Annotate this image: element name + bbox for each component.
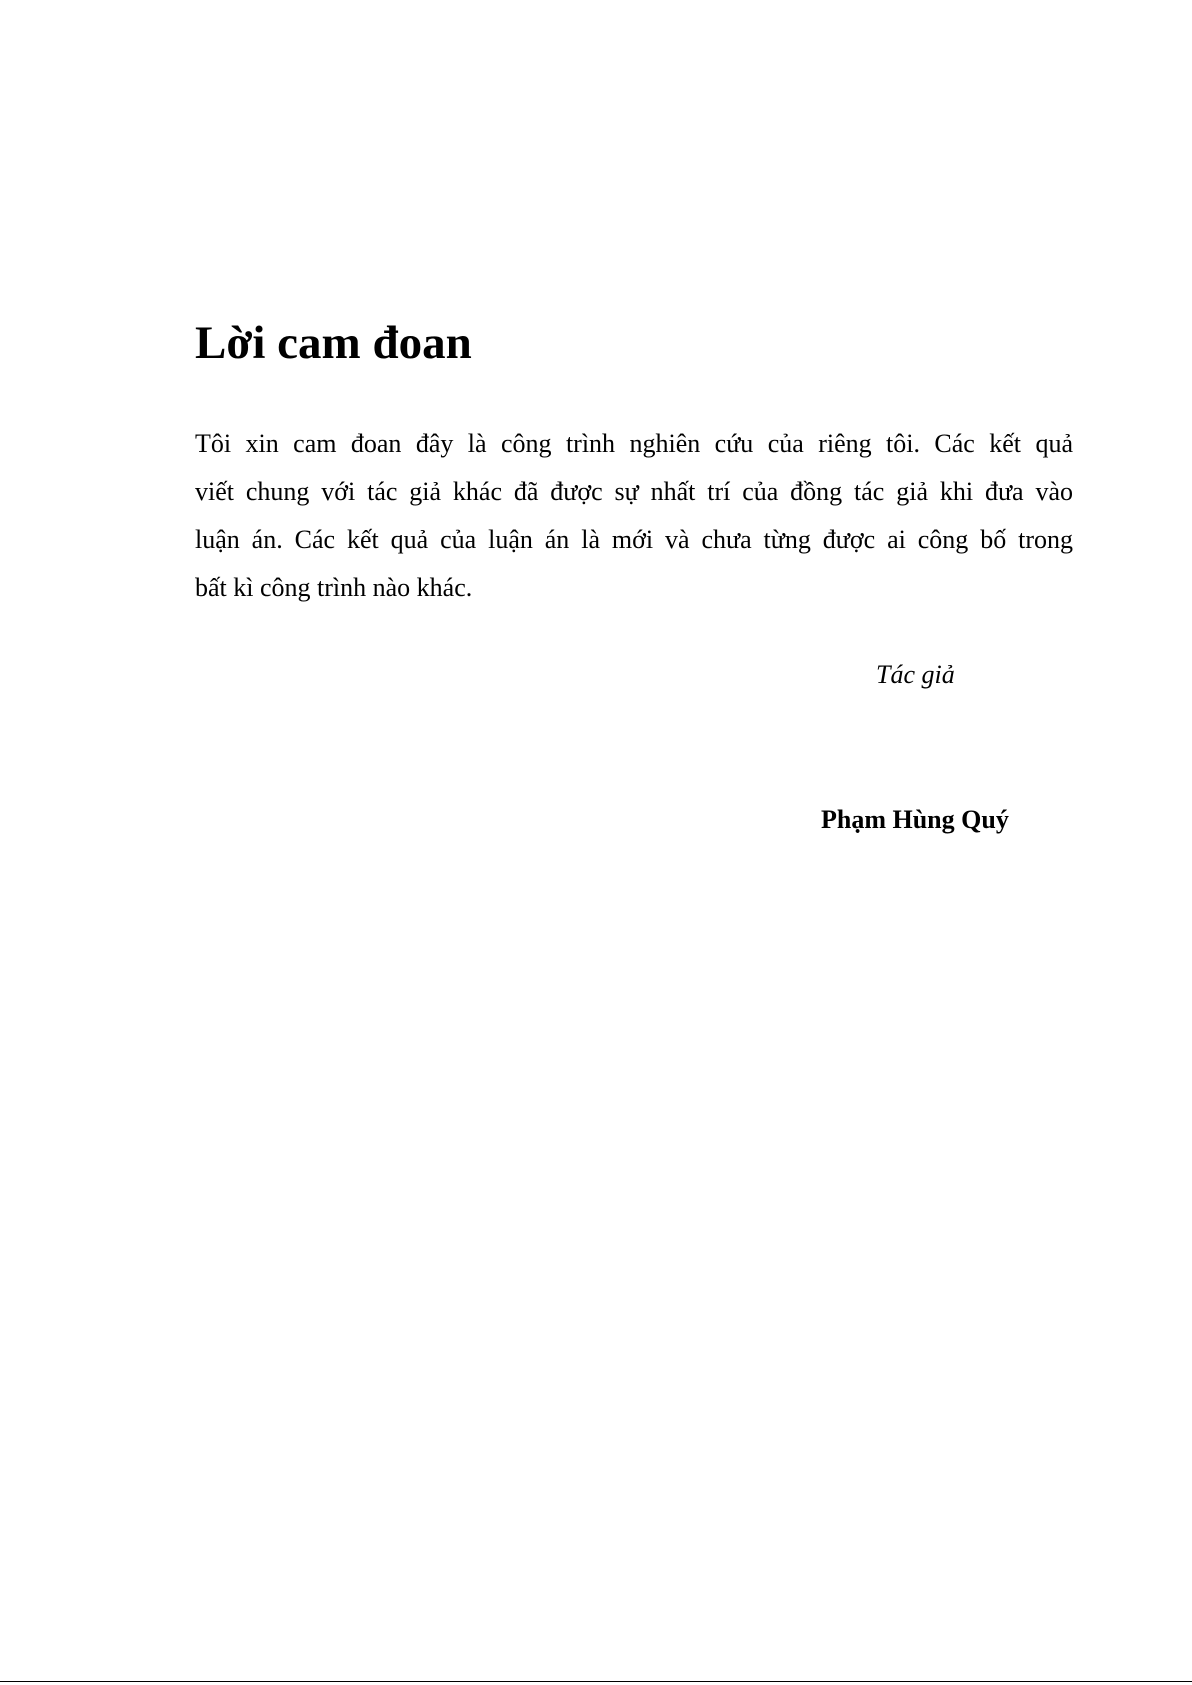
author-name: Phạm Hùng Quý (821, 805, 1009, 834)
paragraph-line: luận án. Các kết quả của luận án là mới và chưa từng được ai công bố trong (195, 525, 1073, 554)
declaration-paragraph (195, 420, 1073, 612)
paragraph-line: viết chung với tác giả khác đã được sự nhất trí của đồng tác giả khi đưa vào (195, 477, 1073, 506)
paragraph-line: Tôi xin cam đoan đây là công trình nghiên cứu của riêng tôi. Các kết quả (195, 429, 1073, 458)
paragraph-line: bất kì công trình nào khác. (195, 573, 473, 602)
page-title: Lời cam đoan (195, 317, 472, 369)
author-label: Tác giả (876, 660, 955, 689)
footer-divider (0, 1681, 1192, 1682)
